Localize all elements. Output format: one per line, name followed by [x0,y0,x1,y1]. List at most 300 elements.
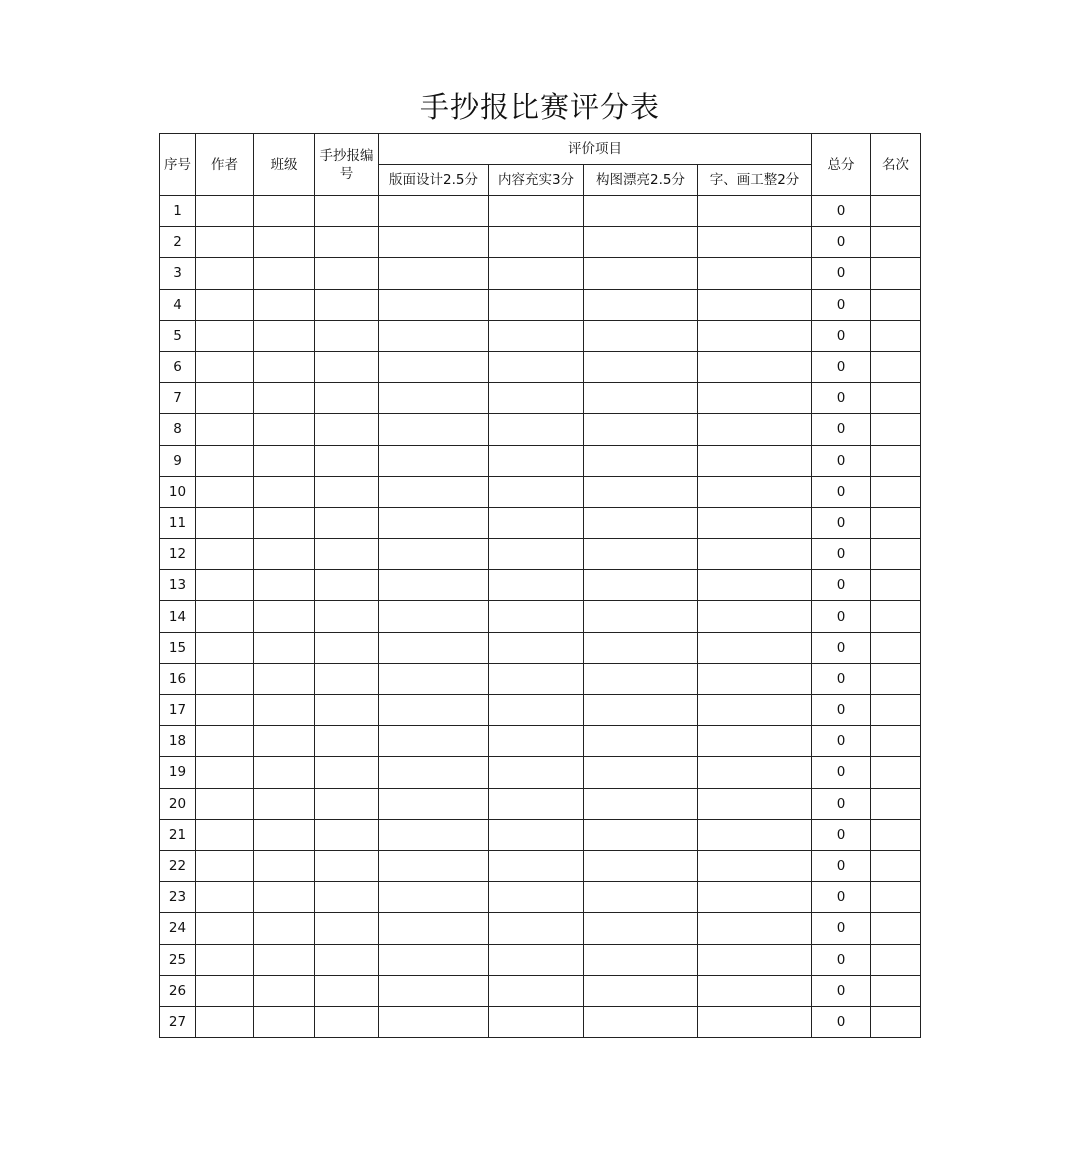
cell-layout-score[interactable] [379,882,489,913]
cell-class[interactable] [254,1006,315,1037]
cell-neatness-score[interactable] [698,351,812,382]
cell-content-score[interactable] [489,570,584,601]
cell-number[interactable] [315,632,379,663]
cell-author[interactable] [196,726,254,757]
cell-seq: 1 [160,196,196,227]
page-title: 手抄报比赛评分表 [419,90,660,124]
cell-composition-score[interactable] [584,850,698,881]
cell-neatness-score[interactable] [698,445,812,476]
cell-number[interactable] [315,414,379,445]
cell-total: 0 [812,975,871,1006]
cell-total: 0 [812,227,871,258]
cell-class[interactable] [254,695,315,726]
cell-class[interactable] [254,414,315,445]
cell-composition-score[interactable] [584,975,698,1006]
cell-neatness-score[interactable] [698,289,812,320]
cell-content-score[interactable] [489,289,584,320]
cell-seq: 14 [160,601,196,632]
cell-class[interactable] [254,726,315,757]
cell-neatness-score[interactable] [698,196,812,227]
cell-neatness-score[interactable] [698,695,812,726]
cell-layout-score[interactable] [379,414,489,445]
cell-seq: 3 [160,258,196,289]
cell-seq: 18 [160,726,196,757]
cell-layout-score[interactable] [379,1006,489,1037]
cell-total: 0 [812,819,871,850]
cell-seq: 26 [160,975,196,1006]
cell-seq: 27 [160,1006,196,1037]
cell-author[interactable] [196,944,254,975]
cell-number[interactable] [315,726,379,757]
table-row [160,913,921,944]
cell-rank[interactable] [871,289,921,320]
cell-number[interactable] [315,196,379,227]
cell-layout-score[interactable] [379,726,489,757]
cell-seq: 22 [160,850,196,881]
cell-number[interactable] [315,570,379,601]
cell-class[interactable] [254,351,315,382]
cell-author[interactable] [196,539,254,570]
cell-rank[interactable] [871,539,921,570]
cell-content-score[interactable] [489,539,584,570]
cell-seq: 13 [160,570,196,601]
table-row [160,601,921,632]
cell-neatness-score[interactable] [698,913,812,944]
cell-seq: 24 [160,913,196,944]
cell-number[interactable] [315,944,379,975]
cell-class[interactable] [254,445,315,476]
cell-layout-score[interactable] [379,913,489,944]
cell-content-score[interactable] [489,788,584,819]
cell-neatness-score[interactable] [698,819,812,850]
cell-number[interactable] [315,788,379,819]
cell-total: 0 [812,913,871,944]
cell-composition-score[interactable] [584,601,698,632]
cell-layout-score[interactable] [379,788,489,819]
cell-neatness-score[interactable] [698,882,812,913]
cell-content-score[interactable] [489,975,584,1006]
cell-class[interactable] [254,601,315,632]
cell-neatness-score[interactable] [698,850,812,881]
header-criterion-content: 内容充实3分 [489,165,584,196]
cell-class[interactable] [254,227,315,258]
header-rank: 名次 [871,134,921,196]
table-row [160,570,921,601]
cell-neatness-score[interactable] [698,788,812,819]
table-row [160,726,921,757]
cell-class[interactable] [254,850,315,881]
cell-layout-score[interactable] [379,351,489,382]
cell-author[interactable] [196,1006,254,1037]
cell-neatness-score[interactable] [698,258,812,289]
table-row [160,196,921,227]
cell-layout-score[interactable] [379,258,489,289]
cell-content-score[interactable] [489,320,584,351]
cell-number[interactable] [315,476,379,507]
cell-content-score[interactable] [489,1006,584,1037]
cell-composition-score[interactable] [584,944,698,975]
cell-class[interactable] [254,507,315,538]
cell-number[interactable] [315,289,379,320]
cell-author[interactable] [196,351,254,382]
cell-neatness-score[interactable] [698,601,812,632]
cell-class[interactable] [254,882,315,913]
cell-total: 0 [812,507,871,538]
cell-rank[interactable] [871,351,921,382]
cell-neatness-score[interactable] [698,944,812,975]
header-seq: 序号 [160,134,196,196]
table-body [160,196,921,1038]
cell-rank[interactable] [871,695,921,726]
cell-seq: 6 [160,351,196,382]
cell-total: 0 [812,289,871,320]
cell-author[interactable] [196,570,254,601]
cell-author[interactable] [196,601,254,632]
cell-rank[interactable] [871,944,921,975]
cell-number[interactable] [315,695,379,726]
cell-neatness-score[interactable] [698,570,812,601]
cell-content-score[interactable] [489,913,584,944]
cell-seq: 19 [160,757,196,788]
cell-rank[interactable] [871,258,921,289]
cell-layout-score[interactable] [379,227,489,258]
cell-rank[interactable] [871,570,921,601]
cell-rank[interactable] [871,882,921,913]
cell-total: 0 [812,414,871,445]
cell-class[interactable] [254,913,315,944]
cell-neatness-score[interactable] [698,507,812,538]
cell-layout-score[interactable] [379,507,489,538]
cell-seq: 8 [160,414,196,445]
cell-composition-score[interactable] [584,414,698,445]
cell-content-score[interactable] [489,414,584,445]
cell-layout-score[interactable] [379,975,489,1006]
cell-neatness-score[interactable] [698,757,812,788]
cell-total: 0 [812,944,871,975]
cell-content-score[interactable] [489,632,584,663]
cell-rank[interactable] [871,601,921,632]
table-row [160,227,921,258]
cell-class[interactable] [254,196,315,227]
cell-composition-score[interactable] [584,788,698,819]
cell-seq: 16 [160,663,196,694]
cell-class[interactable] [254,663,315,694]
cell-author[interactable] [196,882,254,913]
cell-number[interactable] [315,320,379,351]
header-criterion-layout: 版面设计2.5分 [379,165,489,196]
cell-layout-score[interactable] [379,539,489,570]
header-criterion-composition: 构图漂亮2.5分 [584,165,698,196]
cell-content-score[interactable] [489,944,584,975]
cell-layout-score[interactable] [379,944,489,975]
cell-content-score[interactable] [489,258,584,289]
cell-neatness-score[interactable] [698,476,812,507]
cell-author[interactable] [196,695,254,726]
cell-composition-score[interactable] [584,695,698,726]
table-row [160,882,921,913]
cell-seq: 5 [160,320,196,351]
cell-class[interactable] [254,258,315,289]
cell-author[interactable] [196,258,254,289]
cell-composition-score[interactable] [584,632,698,663]
cell-content-score[interactable] [489,663,584,694]
cell-layout-score[interactable] [379,383,489,414]
cell-total: 0 [812,570,871,601]
cell-rank[interactable] [871,196,921,227]
table-row [160,383,921,414]
cell-composition-score[interactable] [584,196,698,227]
cell-number[interactable] [315,1006,379,1037]
cell-seq: 25 [160,944,196,975]
cell-number[interactable] [315,351,379,382]
cell-author[interactable] [196,320,254,351]
cell-content-score[interactable] [489,507,584,538]
header-number: 手抄报编号 [315,134,379,196]
cell-total: 0 [812,539,871,570]
cell-number[interactable] [315,507,379,538]
cell-seq: 9 [160,445,196,476]
cell-total: 0 [812,788,871,819]
cell-seq: 10 [160,476,196,507]
cell-neatness-score[interactable] [698,539,812,570]
table-row [160,757,921,788]
cell-rank[interactable] [871,320,921,351]
cell-class[interactable] [254,819,315,850]
table-row [160,819,921,850]
cell-composition-score[interactable] [584,320,698,351]
cell-layout-score[interactable] [379,819,489,850]
cell-author[interactable] [196,850,254,881]
cell-layout-score[interactable] [379,289,489,320]
cell-neatness-score[interactable] [698,663,812,694]
cell-layout-score[interactable] [379,601,489,632]
cell-rank[interactable] [871,850,921,881]
cell-neatness-score[interactable] [698,1006,812,1037]
cell-author[interactable] [196,663,254,694]
cell-composition-score[interactable] [584,882,698,913]
cell-total: 0 [812,1006,871,1037]
cell-composition-score[interactable] [584,757,698,788]
cell-layout-score[interactable] [379,445,489,476]
cell-author[interactable] [196,913,254,944]
cell-author[interactable] [196,196,254,227]
cell-class[interactable] [254,320,315,351]
cell-number[interactable] [315,227,379,258]
cell-rank[interactable] [871,445,921,476]
cell-author[interactable] [196,975,254,1006]
cell-rank[interactable] [871,227,921,258]
cell-content-score[interactable] [489,351,584,382]
cell-rank[interactable] [871,788,921,819]
cell-class[interactable] [254,757,315,788]
cell-content-score[interactable] [489,196,584,227]
table-row [160,539,921,570]
cell-neatness-score[interactable] [698,975,812,1006]
cell-neatness-score[interactable] [698,726,812,757]
cell-layout-score[interactable] [379,632,489,663]
cell-composition-score[interactable] [584,507,698,538]
cell-total: 0 [812,757,871,788]
cell-total: 0 [812,663,871,694]
table-row [160,258,921,289]
cell-layout-score[interactable] [379,695,489,726]
cell-number[interactable] [315,975,379,1006]
cell-composition-score[interactable] [584,445,698,476]
cell-number[interactable] [315,601,379,632]
cell-number[interactable] [315,445,379,476]
cell-number[interactable] [315,383,379,414]
cell-rank[interactable] [871,819,921,850]
cell-content-score[interactable] [489,819,584,850]
cell-rank[interactable] [871,1006,921,1037]
cell-rank[interactable] [871,975,921,1006]
table-row [160,414,921,445]
cell-seq: 15 [160,632,196,663]
table-row [160,632,921,663]
cell-number[interactable] [315,850,379,881]
header-class: 班级 [254,134,315,196]
table-row [160,850,921,881]
cell-rank[interactable] [871,632,921,663]
cell-class[interactable] [254,944,315,975]
cell-class[interactable] [254,788,315,819]
cell-seq: 4 [160,289,196,320]
table-row [160,476,921,507]
table-row [160,445,921,476]
cell-composition-score[interactable] [584,351,698,382]
cell-content-score[interactable] [489,850,584,881]
cell-content-score[interactable] [489,882,584,913]
cell-composition-score[interactable] [584,539,698,570]
cell-class[interactable] [254,570,315,601]
table-row [160,663,921,694]
cell-rank[interactable] [871,507,921,538]
cell-author[interactable] [196,414,254,445]
table-row [160,788,921,819]
cell-number[interactable] [315,663,379,694]
cell-total: 0 [812,258,871,289]
cell-total: 0 [812,383,871,414]
cell-author[interactable] [196,757,254,788]
cell-number[interactable] [315,539,379,570]
cell-rank[interactable] [871,663,921,694]
cell-rank[interactable] [871,414,921,445]
cell-composition-score[interactable] [584,289,698,320]
cell-neatness-score[interactable] [698,632,812,663]
cell-author[interactable] [196,383,254,414]
score-table [159,133,921,1038]
cell-class[interactable] [254,476,315,507]
cell-class[interactable] [254,539,315,570]
table-row [160,944,921,975]
cell-author[interactable] [196,507,254,538]
cell-content-score[interactable] [489,383,584,414]
cell-class[interactable] [254,383,315,414]
cell-class[interactable] [254,289,315,320]
cell-content-score[interactable] [489,445,584,476]
cell-content-score[interactable] [489,757,584,788]
cell-author[interactable] [196,819,254,850]
cell-class[interactable] [254,632,315,663]
cell-content-score[interactable] [489,726,584,757]
cell-total: 0 [812,601,871,632]
cell-layout-score[interactable] [379,320,489,351]
cell-composition-score[interactable] [584,570,698,601]
cell-neatness-score[interactable] [698,414,812,445]
cell-number[interactable] [315,913,379,944]
cell-composition-score[interactable] [584,383,698,414]
cell-total: 0 [812,850,871,881]
table-row [160,320,921,351]
table-row [160,507,921,538]
cell-layout-score[interactable] [379,850,489,881]
cell-composition-score[interactable] [584,258,698,289]
cell-composition-score[interactable] [584,227,698,258]
cell-seq: 23 [160,882,196,913]
cell-number[interactable] [315,258,379,289]
cell-class[interactable] [254,975,315,1006]
cell-layout-score[interactable] [379,757,489,788]
header-author: 作者 [196,134,254,196]
cell-author[interactable] [196,289,254,320]
cell-rank[interactable] [871,476,921,507]
cell-layout-score[interactable] [379,570,489,601]
cell-rank[interactable] [871,913,921,944]
cell-author[interactable] [196,476,254,507]
cell-composition-score[interactable] [584,819,698,850]
cell-layout-score[interactable] [379,663,489,694]
cell-rank[interactable] [871,757,921,788]
cell-content-score[interactable] [489,695,584,726]
cell-composition-score[interactable] [584,476,698,507]
cell-neatness-score[interactable] [698,320,812,351]
cell-rank[interactable] [871,383,921,414]
cell-layout-score[interactable] [379,476,489,507]
cell-total: 0 [812,882,871,913]
cell-author[interactable] [196,227,254,258]
cell-content-score[interactable] [489,227,584,258]
header-criteria-group: 评价项目 [379,134,812,165]
cell-seq: 7 [160,383,196,414]
cell-total: 0 [812,320,871,351]
cell-seq: 12 [160,539,196,570]
header-criterion-neatness: 字、画工整2分 [698,165,812,196]
cell-author[interactable] [196,445,254,476]
cell-total: 0 [812,632,871,663]
cell-rank[interactable] [871,726,921,757]
cell-author[interactable] [196,632,254,663]
cell-seq: 2 [160,227,196,258]
table-row [160,351,921,382]
cell-number[interactable] [315,882,379,913]
cell-number[interactable] [315,757,379,788]
cell-number[interactable] [315,819,379,850]
cell-author[interactable] [196,788,254,819]
cell-total: 0 [812,351,871,382]
cell-content-score[interactable] [489,601,584,632]
cell-neatness-score[interactable] [698,383,812,414]
cell-composition-score[interactable] [584,726,698,757]
cell-seq: 11 [160,507,196,538]
cell-total: 0 [812,476,871,507]
table-row [160,975,921,1006]
cell-composition-score[interactable] [584,913,698,944]
cell-composition-score[interactable] [584,663,698,694]
cell-content-score[interactable] [489,476,584,507]
cell-neatness-score[interactable] [698,227,812,258]
cell-layout-score[interactable] [379,196,489,227]
cell-composition-score[interactable] [584,1006,698,1037]
